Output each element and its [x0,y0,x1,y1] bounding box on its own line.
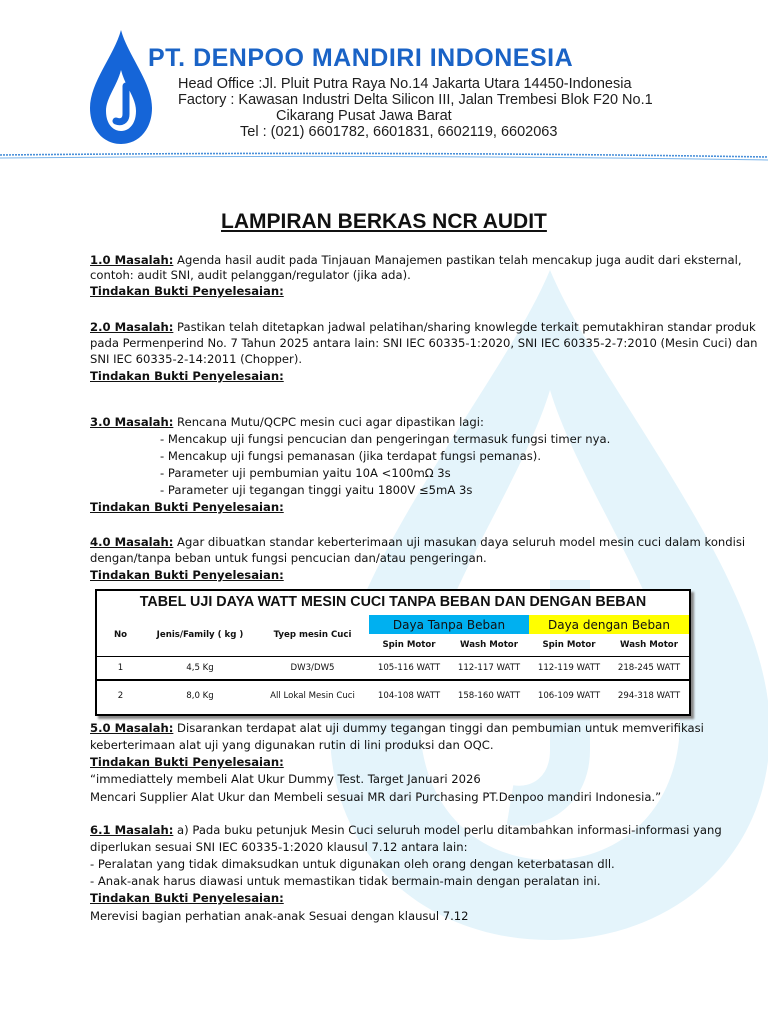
head-office-address: Head Office :Jl. Pluit Putra Raya No.14 Jakarta Utara 14450-Indonesia [178,76,632,92]
sec5-action: Tindakan Bukti Penyelesaian: [90,755,284,769]
table-title: TABEL UJI DAYA WATT MESIN CUCI TANPA BEBAN DAN DENGAN BEBAN [139,594,647,610]
sec3-line1: 3.0 Masalah: Rencana Mutu/QCPC mesin cuci agar dipastikan lagi: [90,415,484,429]
header-divider [0,150,768,162]
sec6-line3: - Peralatan yang tidak dimaksudkan untuk digunakan oleh orang dengan keterbatasan dll. [90,857,615,871]
sec1-line2: contoh: audit SNI, audit pelanggan/regulator (jika ada). [90,268,411,282]
header-wash-no-load: Wash Motor [460,639,518,650]
telephone: Tel : (021) 6601782, 6601831, 6602119, 6602063 [240,124,558,140]
sec2-line2: pada Permenperind No. 7 Tahun 2025 antara lain: SNI IEC 60335-1:2020, SNI IEC 60335-2-7:2010 (Mesin Cuci) dan [90,336,758,350]
sec2-label: 2.0 Masalah: [90,320,174,334]
header-with-load: Daya dengan Beban [529,615,689,634]
factory-address: Factory : Kawasan Industri Delta Silicon III, Jalan Trembesi Blok F20 No.1 [178,92,653,108]
row2-no: 2 [117,690,124,701]
sec3-bullet3: - Parameter uji pembumian yaitu 10A <100mΩ 3s [160,466,451,480]
header-no-load: Daya Tanpa Beban [369,615,529,634]
sec3-bullet2: - Mencakup uji fungsi pemanasan (jika terdapat fungsi pemanas). [160,449,542,463]
header-spin-no-load: Spin Motor [382,639,436,650]
header-no: No [113,630,128,641]
sec4-label: 4.0 Masalah: [90,535,174,549]
sec3-label: 3.0 Masalah: [90,415,174,429]
sec6-action: Tindakan Bukti Penyelesaian: [90,891,284,905]
sec5-answer2: Mencari Supplier Alat Ukur dan Membeli sesuai MR dari Purchasing PT.Denpoo mandiri Indonesia.” [90,790,662,804]
table-row [97,656,689,680]
sec1-line1: 1.0 Masalah: Agenda hasil audit pada Tinjauan Manajemen pastikan telah mencakup juga audit dari eksternal, [90,253,742,267]
sec5-line2: keberterimaan alat uji yang digunakan rutin di lini produksi dan OQC. [90,738,494,752]
sec2-line3: SNI IEC 60335-2-14:2011 (Chopper). [90,352,303,366]
sec5-answer1: “immediattely membeli Alat Ukur Dummy Test. Target Januari 2026 [90,772,481,786]
factory-city: Cikarang Pusat Jawa Barat [276,108,452,124]
row1-wash-no-load: 112-117 WATT [449,656,529,680]
sec3-action: Tindakan Bukti Penyelesaian: [90,500,284,514]
row2-family: 8,0 Kg [186,690,214,701]
row2-spin-no-load: 104-108 WATT [377,690,441,701]
company-name: PT. DENPOO MANDIRI INDONESIA [148,44,574,72]
sec6-line4: - Anak-anak harus diawasi untuk memastikan tidak bermain-main dengan peralatan ini. [90,874,601,888]
row2-wash-no-load: 158-160 WATT [457,690,521,701]
sec2-line1: 2.0 Masalah: Pastikan telah ditetapkan jadwal pelatihan/sharing knowlegde terkait pemutakhiran standar produk [90,320,756,334]
sec1-action: Tindakan Bukti Penyelesaian: [90,284,284,298]
sec6-answer1: Merevisi bagian perhatian anak-anak Sesuai dengan klausul 7.12 [90,909,469,923]
table-row [97,680,689,710]
row1-wash-with-load: 218-245 WATT [609,656,689,680]
water-drop-logo-icon [88,28,154,146]
sec6-line2: diperlukan sesuai SNI IEC 60335-1:2020 klausul 7.12 antara lain: [90,840,468,854]
sec5-line1: 5.0 Masalah: Disarankan terdapat alat uji dummy tegangan tinggi dan pembumian untuk memverifikasi [90,721,704,735]
power-test-table [95,589,691,716]
table-body [97,615,689,710]
sec5-label: 5.0 Masalah: [90,721,174,735]
header-wash-with-load: Wash Motor [620,639,678,650]
header-spin-with-load: Spin Motor [542,639,596,650]
row1-spin-no-load: 105-116 WATT [369,656,449,680]
header-family: Jenis/Family ( kg ) [156,630,244,641]
row1-no: 1 [97,656,144,680]
sec3-bullet1: - Mencakup uji fungsi pencucian dan pengeringan termasuk fungsi timer nya. [160,432,611,446]
sec6-label: 6.1 Masalah: [90,823,174,837]
row2-wash-with-load: 294-318 WATT [617,690,681,701]
row1-spin-with-load: 112-119 WATT [529,656,609,680]
sec4-line2: dengan/tanpa beban untuk fungsi pencucian dan/atau pengeringan. [90,551,487,565]
row1-family: 4,5 Kg [144,656,256,680]
document-title: LAMPIRAN BERKAS NCR AUDIT [221,210,547,233]
sec1-label: 1.0 Masalah: [90,253,174,267]
sec4-line1: 4.0 Masalah: Agar dibuatkan standar keberterimaan uji masukan daya seluruh model mesin cuci dalam kondisi [90,535,746,549]
sec2-action: Tindakan Bukti Penyelesaian: [90,369,284,383]
row2-spin-with-load: 106-109 WATT [537,690,601,701]
row1-type: DW3/DW5 [256,656,369,680]
sec4-action: Tindakan Bukti Penyelesaian: [90,568,284,582]
sec3-bullet4: - Parameter uji tegangan tinggi yaitu 1800V ≤5mA 3s [160,483,473,497]
sec6-line1: 6.1 Masalah: a) Pada buku petunjuk Mesin Cuci seluruh model perlu ditambahkan informasi-informasi yang [90,823,722,837]
row2-type: All Lokal Mesin Cuci [270,690,355,701]
header-type: Tyep mesin Cuci [273,630,352,641]
